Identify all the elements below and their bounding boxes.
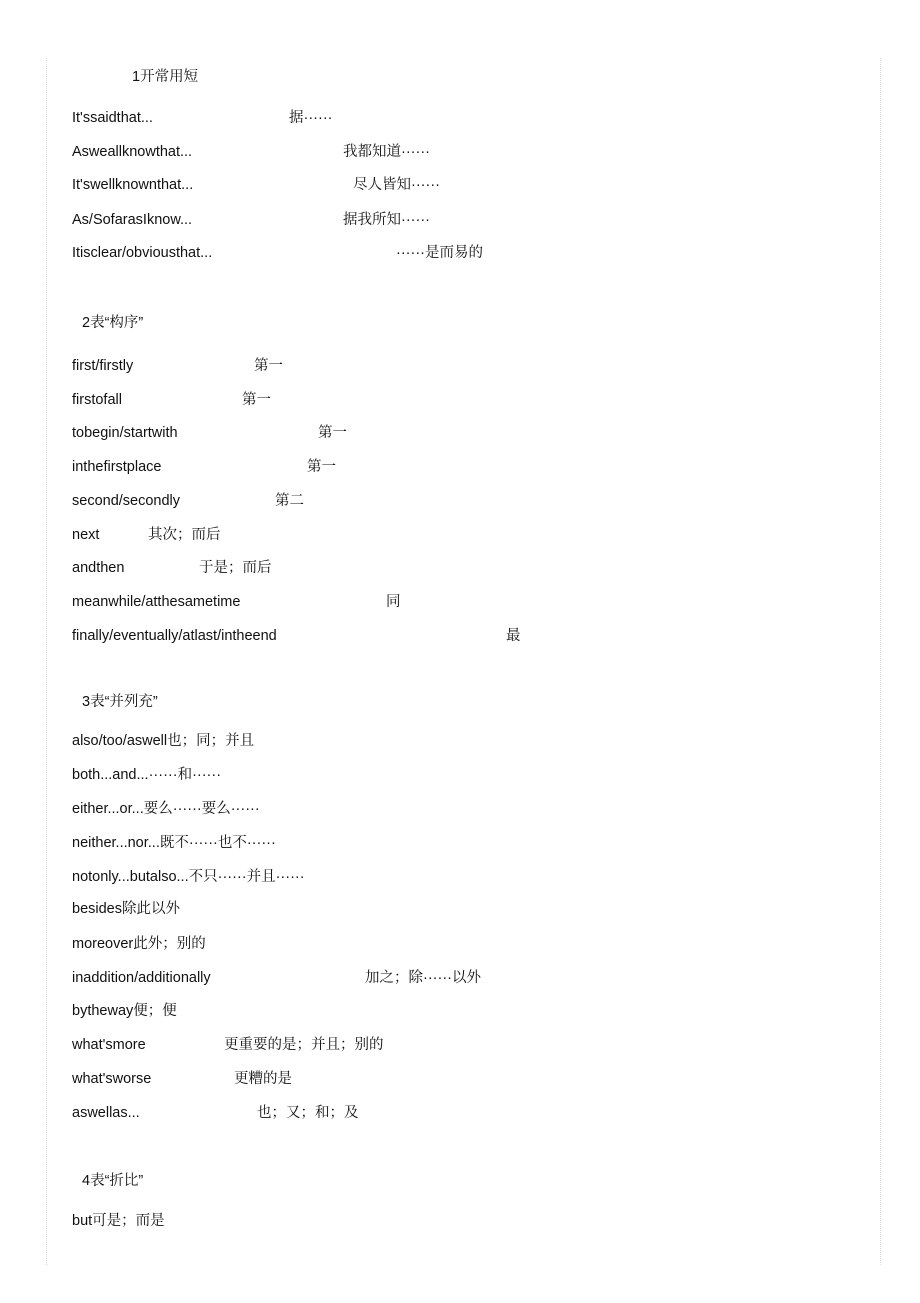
phrase-chinese: 最: [506, 628, 521, 644]
phrase-english: bytheway: [72, 1003, 134, 1019]
phrase-english: moreover: [72, 936, 134, 952]
phrase-row: [72, 1212, 165, 1230]
phrase-chinese: 同: [386, 594, 401, 610]
phrase-english: It'ssaidthat...: [72, 110, 153, 126]
phrase-english: notonly...butalso...: [72, 869, 189, 885]
phrase-english: first/firstly: [72, 358, 134, 374]
phrase-chinese: 除此以外: [121, 901, 180, 917]
phrase-chinese: 第一: [254, 358, 283, 374]
phrase-chinese: 便；便: [133, 1003, 177, 1019]
phrase-english: besides: [72, 901, 122, 917]
phrase-english: both...and...: [72, 767, 149, 783]
phrase-chinese: 也；同；并且: [167, 733, 255, 749]
phrase-english: andthen: [72, 560, 125, 576]
phrase-row: [72, 1002, 177, 1020]
section-heading: 3表“并列充”: [82, 694, 158, 710]
phrase-row: [72, 732, 254, 750]
phrase-chinese: 不只······并且······: [188, 869, 305, 885]
phrase-row: [72, 800, 260, 818]
phrase-chinese: 第一: [242, 392, 271, 408]
page-border-left: [46, 58, 47, 1265]
section-heading: 2表“构序”: [82, 315, 144, 331]
phrase-english: inaddition/additionally: [72, 970, 211, 986]
phrase-chinese: 据······: [289, 110, 333, 126]
phrase-chinese: 既不······也不······: [159, 835, 276, 851]
phrase-chinese: 可是；而是: [92, 1213, 165, 1229]
phrase-english: finally/eventually/atlast/intheend: [72, 628, 277, 644]
phrase-english: firstofall: [72, 392, 122, 408]
phrase-english: also/too/aswell: [72, 733, 168, 749]
phrase-row: [72, 935, 206, 953]
phrase-english: It'swellknownthat...: [72, 177, 194, 193]
section-heading: 1开常用短: [132, 69, 199, 85]
phrase-chinese: 于是；而后: [199, 560, 272, 576]
section-heading: 4表“折比”: [82, 1173, 144, 1189]
phrase-chinese: ······是而易的: [396, 245, 483, 261]
phrase-chinese: 此外；别的: [133, 936, 206, 952]
phrase-english: what'smore: [72, 1037, 146, 1053]
phrase-chinese: 更糟的是: [234, 1071, 292, 1087]
phrase-english: second/secondly: [72, 493, 181, 509]
phrase-chinese: 据我所知······: [343, 212, 430, 228]
phrase-chinese: 第二: [275, 493, 304, 509]
phrase-chinese: 第一: [307, 459, 336, 475]
phrase-english: but: [72, 1213, 93, 1229]
phrase-english: inthefirstplace: [72, 459, 162, 475]
phrase-chinese: 加之；除······以外: [365, 970, 481, 986]
phrase-chinese: ······和······: [148, 767, 222, 783]
page-border-right: [880, 58, 881, 1265]
phrase-english: what'sworse: [72, 1071, 152, 1087]
phrase-chinese: 第一: [318, 425, 347, 441]
phrase-english: Asweallknowthat...: [72, 144, 193, 160]
phrase-chinese: 更重要的是；并且；别的: [224, 1037, 384, 1053]
phrase-english: tobegin/startwith: [72, 425, 178, 441]
phrase-english: next: [72, 527, 100, 543]
phrase-chinese: 我都知道······: [343, 144, 430, 160]
phrase-row: [72, 834, 276, 852]
phrase-chinese: 也；又；和；及: [257, 1105, 359, 1121]
phrase-english: aswellas...: [72, 1105, 140, 1121]
phrase-english: neither...nor...: [72, 835, 160, 851]
phrase-chinese: 其次；而后: [148, 527, 221, 543]
phrase-row: [72, 868, 305, 886]
phrase-english: As/SofarasIknow...: [72, 212, 193, 228]
phrase-row: [72, 766, 221, 784]
phrase-row: [72, 900, 180, 918]
phrase-english: either...or...: [72, 801, 144, 817]
phrase-chinese: 尽人皆知······: [353, 177, 440, 193]
phrase-english: Itisclear/obviousthat...: [72, 245, 213, 261]
phrase-chinese: 要么······要么······: [143, 801, 260, 817]
phrase-english: meanwhile/atthesametime: [72, 594, 241, 610]
